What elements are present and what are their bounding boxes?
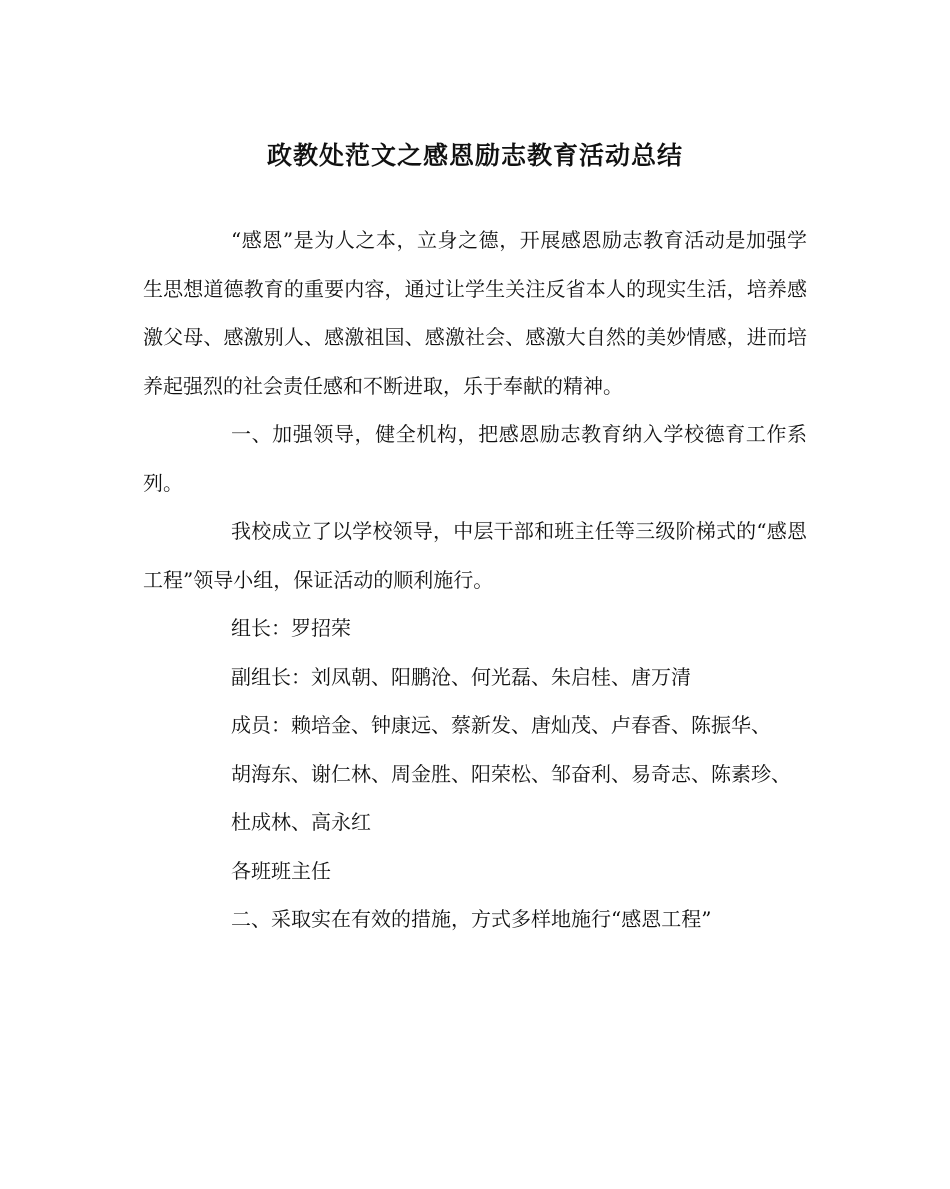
paragraph-members-line-1: 成员：赖培金、钟康远、蔡新发、唐灿茂、卢春香、陈振华、 (231, 713, 771, 737)
paragraph-group-leader: 组长：罗招荣 (231, 616, 351, 640)
paragraph-intro: “感恩”是为人之本，立身之德，开展感恩励志教育活动是加强学生思想道德教育的重要内容，通过让学生关注反省本人的现实生活，培养感激父母、感激别人、感激祖国、感激社会、感激大自然的美妙情感，进而培养起强烈的社会责任感和不断进取，乐于奉献的精神。 (143, 228, 807, 398)
paragraph-deputy-leaders: 副组长：刘凤朝、阳鹏沧、何光磊、朱启桂、唐万清 (231, 664, 691, 689)
document-body (143, 216, 807, 944)
paragraph-section-one-heading: 一、加强领导，健全机构，把感恩励志教育纳入学校德育工作系列。 (143, 422, 807, 495)
paragraph-members-line-2: 胡海东、谢仁林、周金胜、阳荣松、邹奋利、易奇志、陈素珍、 (231, 761, 791, 786)
document-title: 政教处范文之感恩励志教育活动总结 (266, 141, 683, 170)
paragraph-members-line-3: 杜成林、高永红 (231, 810, 371, 834)
paragraph-section-two-heading: 二、采取实在有效的措施，方式多样地施行“感恩工程” (231, 907, 712, 931)
paragraph-class-teachers: 各班班主任 (231, 858, 331, 883)
paragraph-leadership-group: 我校成立了以学校领导，中层干部和班主任等三级阶梯式的“感恩工程”领导小组，保证活动的顺利施行。 (143, 519, 807, 592)
